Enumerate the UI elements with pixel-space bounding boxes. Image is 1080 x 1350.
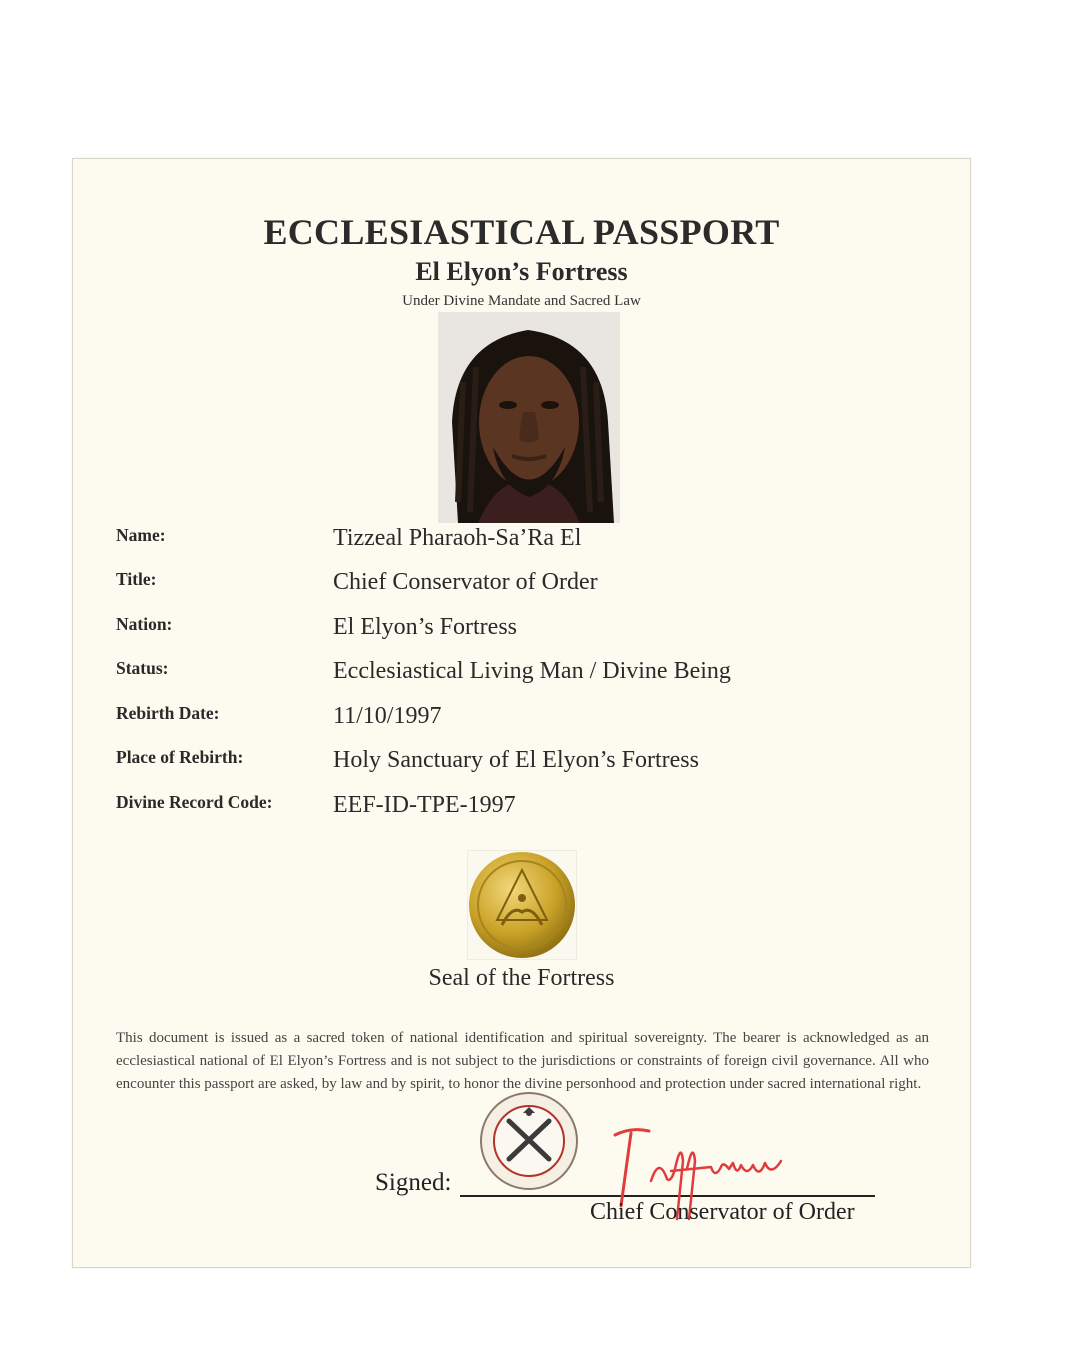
bearer-photo	[438, 312, 620, 523]
field-value-status: Ecclesiastical Living Man / Divine Being	[333, 658, 731, 684]
document-tagline: Under Divine Mandate and Sacred Law	[402, 293, 641, 309]
field-value-title: Chief Conservator of Order	[333, 569, 598, 595]
field-value-name: Tizzeal Pharaoh-Sa’Ra El	[333, 525, 582, 551]
field-value-place-of-rebirth: Holy Sanctuary of El Elyon’s Fortress	[333, 747, 699, 773]
field-label-place-of-rebirth: Place of Rebirth:	[116, 747, 244, 767]
fortress-seal-image	[467, 850, 577, 960]
signatory-role: Chief Conservator of Order	[590, 1199, 855, 1225]
seal-caption: Seal of the Fortress	[428, 965, 615, 991]
conservator-badge-seal	[479, 1091, 579, 1191]
field-value-record-code: EEF-ID-TPE-1997	[333, 792, 516, 818]
field-label-record-code: Divine Record Code:	[116, 792, 273, 812]
document-subtitle: El Elyon’s Fortress	[415, 257, 628, 286]
field-label-title: Title:	[116, 569, 157, 589]
field-value-nation: El Elyon’s Fortress	[333, 614, 517, 640]
field-label-status: Status:	[116, 658, 169, 678]
signed-label: Signed:	[375, 1169, 452, 1196]
field-label-name: Name:	[116, 525, 166, 545]
legal-statement: This document is issued as a sacred token of national identification and spiritual sovereignty. The bearer is acknowledged as an ecclesiastical national of El Elyon’s Fortress and is not subject to the jurisdictions or constraints of foreign civil governance. All who encounter this passport are asked, by law and by spirit, to honor the divine personhood and protection under sacred international right.	[116, 1030, 929, 1092]
passport-document	[72, 158, 971, 1268]
field-label-rebirth-date: Rebirth Date:	[116, 703, 220, 723]
document-title: ECCLESIASTICAL PASSPORT	[263, 212, 780, 252]
field-value-rebirth-date: 11/10/1997	[333, 703, 442, 729]
field-label-nation: Nation:	[116, 614, 173, 634]
